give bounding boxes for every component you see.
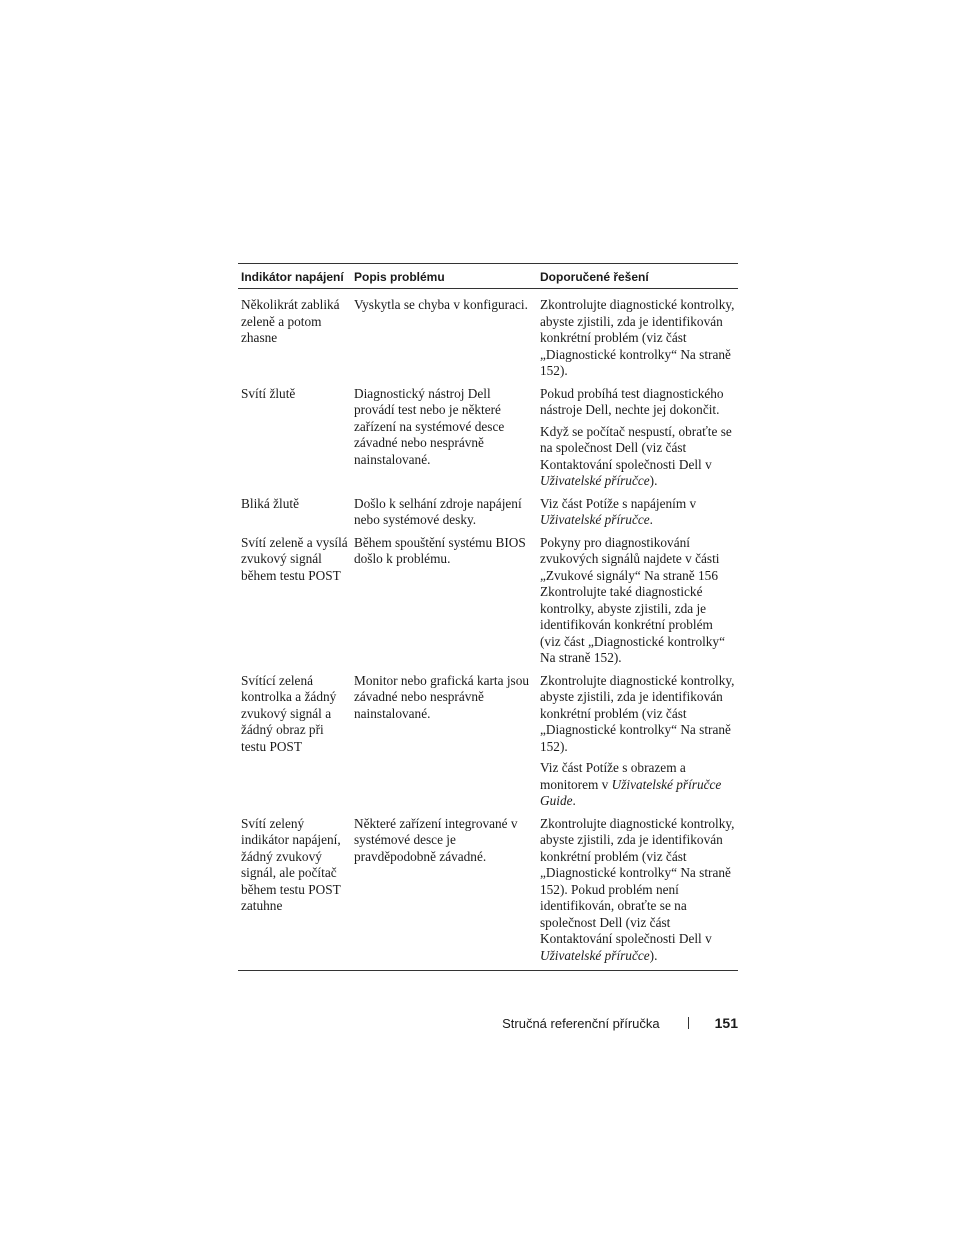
header-problem-description: Popis problému <box>351 264 537 289</box>
solution-italic-text: Uživatelské příručce <box>540 512 650 527</box>
solution-paragraph <box>540 297 735 380</box>
cell-recommended-solution <box>537 535 738 673</box>
cell-power-indicator: Svítí zelený indikátor napájení, žádný zvukový signál, ale počítač během testu POST zatuhne <box>238 816 351 971</box>
solution-paragraph <box>540 673 735 756</box>
header-recommended-solution: Doporučené řešení <box>537 264 738 289</box>
cell-recommended-solution <box>537 289 738 386</box>
table-row <box>238 496 738 535</box>
solution-text: Zkontrolujte diagnostické kontrolky, abyste zjistili, zda je identifikován konkrétní problém (viz část „Diagnostické kontrolky“ Na straně 152). Pokud problém není identifikován, obraťte se na společnost Dell (viz část Kontaktování společnosti Dell v <box>540 815 735 946</box>
table-row <box>238 673 738 816</box>
cell-problem-description: Vyskytla se chyba v konfiguraci. <box>354 297 528 312</box>
table-row <box>238 535 738 673</box>
solution-text: Viz část Potíže s napájením v <box>540 495 697 511</box>
cell-power-indicator: Svítí zeleně a vysílá zvukový signál během testu POST <box>241 534 348 583</box>
page-number: 151 <box>714 1015 738 1031</box>
cell-power-indicator: Svítící zelená kontrolka a žádný zvukový signál a žádný obraz při testu POST <box>241 672 337 754</box>
table-body <box>238 289 738 971</box>
solution-text: Viz část Potíže s obrazem a monitorem v <box>540 760 686 792</box>
table-row <box>238 386 738 496</box>
cell-problem-description: Některé zařízení integrované v systémové desce je pravděpodobně závadné. <box>351 816 537 971</box>
solution-italic-text: Uživatelské příručce Guide <box>540 776 722 808</box>
cell-recommended-solution <box>537 673 738 816</box>
cell-recommended-solution <box>537 386 738 496</box>
solution-text: ). <box>649 473 658 488</box>
cell-problem-description: Monitor nebo grafická karta jsou závadné nebo nesprávně nainstalované. <box>354 672 530 721</box>
solution-text: Zkontrolujte diagnostické kontrolky, abyste zjistili, zda je identifikován konkrétní problém (viz část „Diagnostické kontrolky“ Na straně 152). <box>540 672 735 754</box>
troubleshooting-table <box>238 263 738 971</box>
solution-paragraph <box>540 386 735 419</box>
solution-italic-text: Uživatelské příručce <box>540 947 650 963</box>
cell-power-indicator: Několikrát zabliká zeleně a potom zhasne <box>241 297 340 345</box>
solution-italic-text: Uživatelské příručce <box>540 473 650 488</box>
solution-paragraph <box>540 535 735 667</box>
cell-power-indicator: Bliká žlutě <box>241 495 299 511</box>
solution-paragraph <box>540 496 735 529</box>
solution-text: Zkontrolujte diagnostické kontrolky, abyste zjistili, zda je identifikován konkrétní problém (viz část „Diagnostické kontrolky“ Na straně 152). <box>540 297 735 378</box>
table-header <box>238 264 738 289</box>
cell-problem-description: Během spouštění systému BIOS došlo k problému. <box>354 534 526 566</box>
header-power-indicator: Indikátor napájení <box>238 264 351 289</box>
footer-title: Stručná referenční příručka <box>502 1015 660 1031</box>
page-footer <box>502 1015 738 1031</box>
footer-separator <box>688 1017 689 1029</box>
solution-paragraph <box>540 760 735 810</box>
table-row <box>238 289 738 386</box>
solution-paragraph <box>540 424 735 490</box>
solution-text: ). <box>649 947 658 963</box>
cell-problem-description: Došlo k selhání zdroje napájení nebo systémové desky. <box>354 495 522 527</box>
solution-text: . <box>649 512 653 527</box>
solution-text: Když se počítač nespustí, obraťte se na společnost Dell (viz část Kontaktování společnosti Dell v <box>540 423 732 472</box>
cell-recommended-solution <box>537 496 738 535</box>
table-row <box>238 816 738 971</box>
solution-text: Pokyny pro diagnostikování zvukových signálů najdete v části „Zvukové signály“ Na straně 156 Zkontrolujte také diagnostické kontrolky, abyste zjistili, zda je identifikován konkrétní problém (viz část „Diagnostické kontrolky“ Na straně 152). <box>540 534 725 665</box>
solution-text: . <box>572 793 576 808</box>
cell-power-indicator: Svítí žlutě <box>241 385 296 401</box>
cell-problem-description: Diagnostický nástroj Dell provádí test nebo je některé zařízení na systémové desce závadné nebo nesprávně nainstalované. <box>354 385 505 467</box>
cell-recommended-solution <box>537 816 738 971</box>
solution-paragraph <box>540 816 735 965</box>
solution-text: Pokud probíhá test diagnostického nástroje Dell, nechte jej dokončit. <box>540 385 724 417</box>
